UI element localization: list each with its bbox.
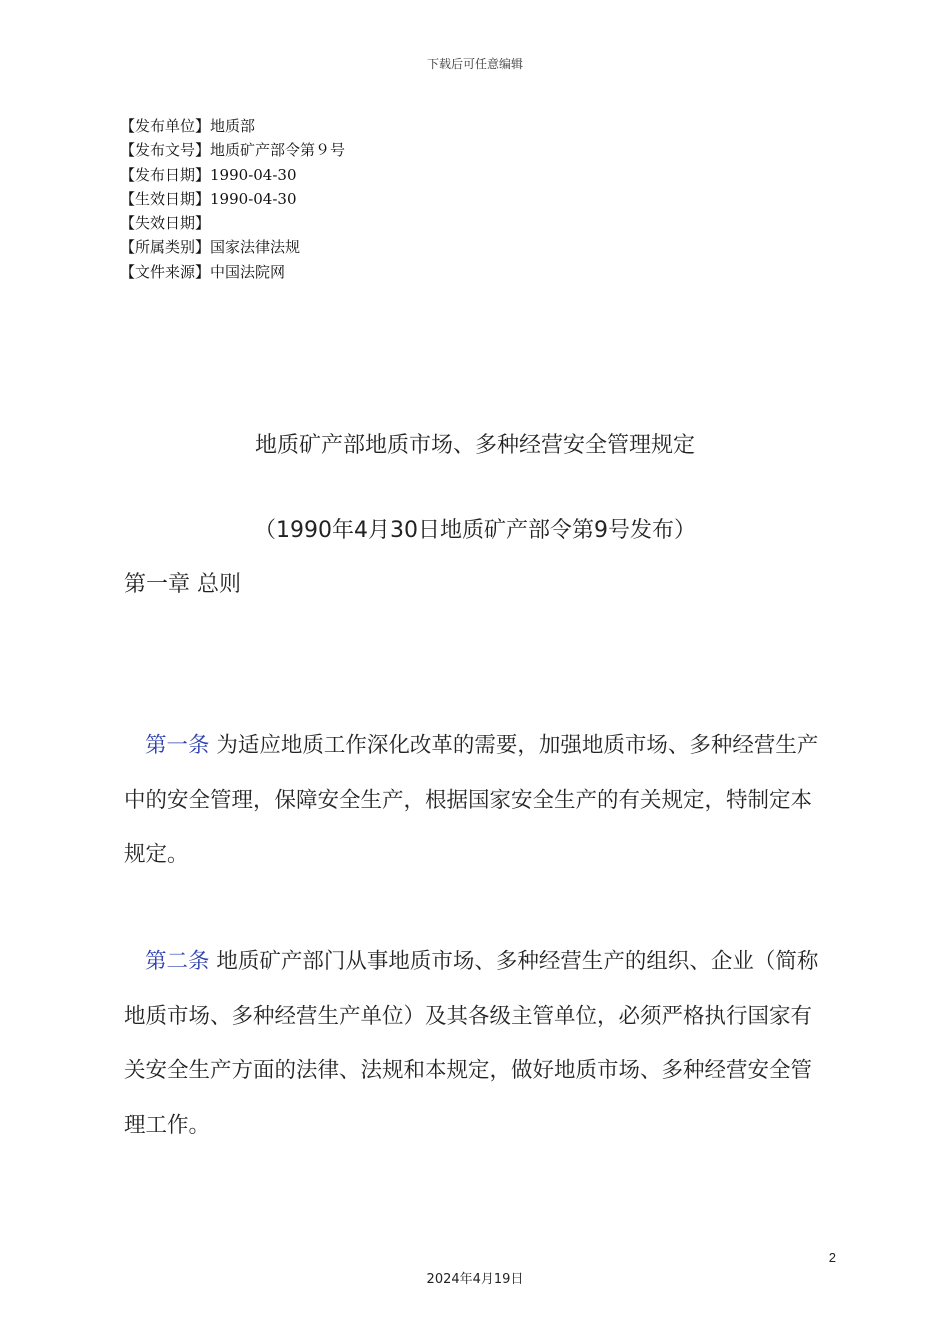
page-number: 2	[828, 1250, 836, 1265]
page-header-note: 下载后可任意编辑	[426, 57, 523, 71]
meta-row-source	[120, 260, 345, 284]
meta-value: 地质部	[210, 117, 256, 135]
article-paragraph	[124, 719, 826, 883]
meta-value: 1990-04-30	[210, 165, 297, 184]
meta-row-category	[120, 235, 345, 259]
article-text: 地质矿产部门从事地质市场、多种经营生产的组织、企业（简称地质市场、多种经营生产单位）及其各级主管单位，必须严格执行国家有关安全生产方面的法律、法规和本规定，做好地质市场、多种经营安全管理工作。	[124, 949, 819, 1138]
meta-label: 【所属类别】	[120, 238, 211, 257]
meta-value: 地质矿产部令第９号	[210, 141, 346, 160]
meta-label: 【文件来源】	[120, 262, 211, 281]
meta-label: 【生效日期】	[120, 189, 211, 208]
document-title: 地质矿产部地质市场、多种经营安全管理规定	[254, 433, 695, 458]
article-number: 第一条	[145, 733, 210, 758]
meta-row-issuer	[120, 114, 345, 138]
document-metadata	[120, 114, 345, 284]
meta-label: 【发布日期】	[120, 165, 211, 184]
meta-row-issue-date	[120, 163, 345, 187]
meta-label: 【发布单位】	[120, 117, 211, 135]
document-subtitle: （1990年4月30日地质矿产部令第9号发布）	[254, 518, 696, 543]
meta-row-doc-number	[120, 138, 345, 162]
meta-value: 国家法律法规	[210, 238, 301, 257]
meta-value: 1990-04-30	[210, 189, 297, 208]
meta-value: 中国法院网	[210, 262, 286, 281]
article-number: 第二条	[145, 949, 210, 974]
chapter-heading: 第一章 总则	[124, 572, 241, 597]
footer-date: 2024年4月19日	[426, 1272, 524, 1287]
meta-label: 【失效日期】	[120, 214, 211, 233]
article-text: 为适应地质工作深化改革的需要，加强地质市场、多种经营生产中的安全管理，保障安全生产，根据国家安全生产的有关规定，特制定本规定。	[124, 733, 819, 867]
meta-row-effective-date	[120, 187, 345, 211]
article-paragraph	[124, 935, 826, 1153]
meta-row-expiry-date	[120, 211, 345, 235]
meta-label: 【发布文号】	[120, 141, 211, 160]
